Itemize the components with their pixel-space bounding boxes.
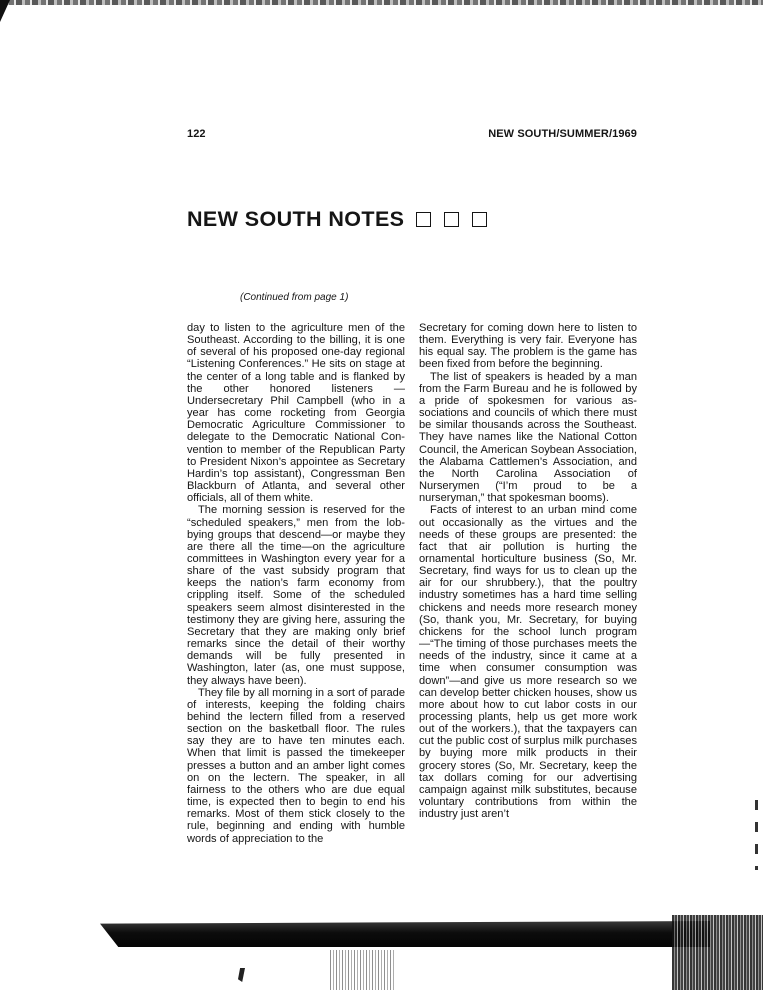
running-head: NEW SOUTH/SUMMER/1969 (488, 128, 637, 140)
paragraph: They file by all morning in a sort of parade of interests, keeping the folding chairs behind the lectern filled from a reserved section on the basketball floor. The rules say they are to have ten minutes each. When that limit is passed the timekeeper presses a button and an amber light comes on on the lectern. The speaker, in all fairness to the others who are due equal time, is expected then to begin to end his remarks. Most of them stick closely to the rule, beginning and ending with humble words of appreciation to the (187, 686, 405, 845)
scan-bottom-right-noise (672, 915, 763, 990)
section-title-text: NEW SOUTH NOTES (187, 207, 405, 231)
square-ornament-icon (444, 212, 459, 227)
scan-bottom-mid-noise (330, 950, 395, 990)
paragraph: Secretary for coming down here to listen to them. Everything is very fair. Everyone has his equal say. The problem is the game has been fixed from before the beginning. (419, 322, 637, 371)
paragraph: day to listen to the agriculture men of the Southeast. According to the billing, it is one of several of his proposed one-day regional “Listening Conferences.” He sits on stage at the center of a long table and is flanked by the other honored listeners —Undersecretary Phil Campbell (who in a year has come rocketing from Georgia Democratic Agriculture Commissioner to delegate to the Democratic National Convention to member of the Republican Party to President Nixon’s appointee as Secretary Hardin’s top assistant), Congressman Ben Blackburn of Atlanta, and several other officials, all of them white. (187, 322, 405, 505)
section-title (187, 207, 487, 232)
scan-bottom-shadow (100, 921, 710, 947)
scan-edge-marks (755, 800, 758, 870)
paragraph: Facts of interest to an urban mind come out occasionally as the virtues and the needs of these groups are presented: the fact that air pollution is hurting the ornamental horticulture business (So, Mr. Secretary, find ways for us to clean up the air for our shrubbery.), that the poultry industry sometimes has a hard time selling chickens and needs more research money (So, thank you, Mr. Secretary, for buying chickens for the school lunch program—“The timing of those purchases meets the needs of the industry, since it came at a time when consumer consumption was down”—and give us more research so we can develop better chicken houses, show us more about how to cut labor costs in our processing plants, help us get more work out of the workers.), that the taxpayers can cut the public cost of surplus milk purchases by buying more milk products in their grocery stores (So, Mr. Secretary, keep the tax dollars coming for our advertising campaign against milk substitutes, because voluntary contributions from within the industry just aren’t (419, 504, 637, 821)
scan-top-edge (0, 0, 763, 5)
page-number: 122 (187, 128, 206, 140)
title-box-ornaments (416, 212, 487, 227)
text-column-right (419, 322, 637, 820)
scan-corner-mark (0, 0, 10, 22)
continued-note: (Continued from page 1) (240, 292, 349, 303)
square-ornament-icon (416, 212, 431, 227)
paragraph: The list of speakers is headed by a man from the Farm Bureau and he is followed by a pride of spokesmen for various associations and councils of which there must be similar thousands across the Southeast. They have names like the National Cotton Council, the American Soybean Association, the Alabama Cattlemen’s Association, and the North Carolina Association of Nurserymen (“I’m proud to be a nurseryman,” that spokesman booms). (419, 370, 637, 505)
square-ornament-icon (472, 212, 487, 227)
scan-ink-mark (238, 968, 245, 982)
text-column-left (187, 322, 405, 845)
paragraph: The morning session is reserved for the “scheduled speakers,” men from the lobbying groups that descend—or maybe they are there all the time—on the agriculture committees in Washington every year for a share of the vast subsidy program that keeps the nation’s farm economy from crippling itself. Some of the scheduled speakers seem almost disinterested in the testimony they are giving here, assuring the Secretary that they are making only brief remarks since the detail of their worthy demands will be fully presented in Washington, later (as, one must suppose, they always have been). (187, 504, 405, 687)
